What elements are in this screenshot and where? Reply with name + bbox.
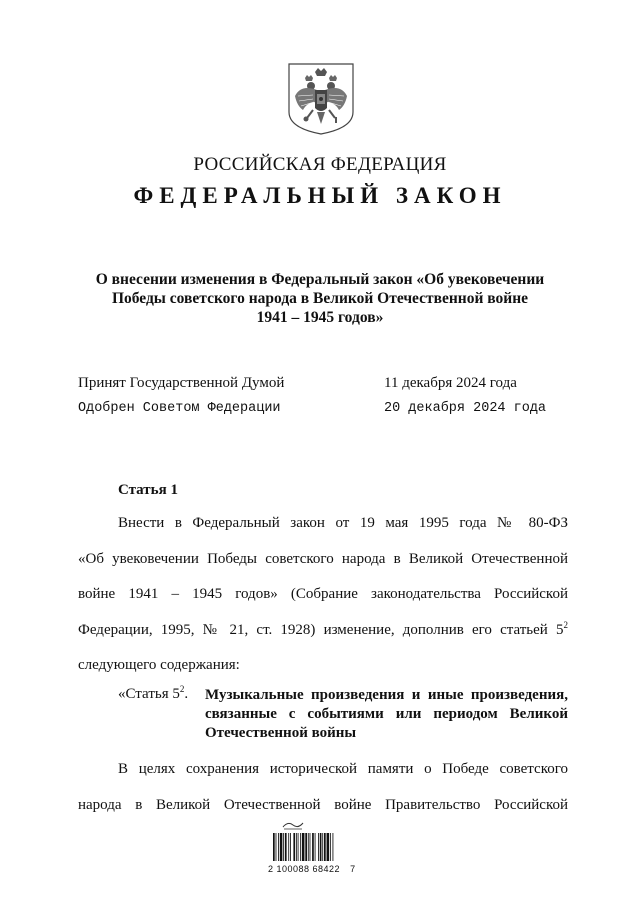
barcode-bar	[333, 833, 334, 861]
article-paragraph	[78, 752, 568, 823]
new-article-title	[205, 686, 568, 743]
paragraph-line: «Об увековечении Победы советского народа в Великой Отечественной	[78, 550, 568, 567]
barcode-bar	[300, 833, 301, 861]
article-paragraph	[78, 506, 568, 684]
law-title-line: Победы советского народа в Великой Отечественной войне	[111, 290, 529, 307]
adoption-body: Одобрен Советом Федерации	[78, 401, 281, 416]
barcode-bar	[293, 833, 295, 861]
adoption-body: Принят Государственной Думой	[78, 375, 285, 391]
superscript: 2	[179, 684, 185, 694]
barcode-bar	[312, 833, 314, 861]
barcode-number: 2 100088 68422 7	[268, 864, 356, 874]
barcode-bar	[322, 833, 323, 861]
barcode-bar	[330, 833, 331, 861]
barcode-bar	[298, 833, 299, 861]
barcode-bar	[315, 833, 316, 861]
barcode-bar	[318, 833, 319, 861]
country-name: РОССИЙСКАЯ ФЕДЕРАЦИЯ	[193, 154, 447, 175]
barcode-bar	[320, 833, 322, 861]
barcode-bar	[290, 833, 291, 861]
paragraph-line-text: Федерации, 1995, № 21, ст. 1928) изменение, дополнив его статьей 5	[78, 621, 564, 638]
article-heading: Статья 1	[118, 482, 178, 498]
adoption-duma	[78, 375, 517, 392]
paragraph-line: Внести в Федеральный закон от 19 мая 1995 года № 80-ФЗ	[118, 515, 568, 531]
paragraph-line: народа в Великой Отечественной войне Правительство Российской	[78, 796, 568, 813]
law-title-line: 1941 – 1945 годов»	[256, 309, 384, 326]
barcode-bar	[327, 833, 330, 861]
barcode-bar	[324, 833, 326, 861]
barcode-bar	[273, 833, 275, 861]
paragraph-line: В целях сохранения исторической памяти о Победе советского	[118, 761, 568, 777]
barcode-bar	[283, 833, 284, 861]
new-article-title-line: Отечественной войны	[205, 725, 357, 741]
coat-of-arms-emblem	[287, 62, 355, 136]
adoption-date: 20 декабря 2024 года	[384, 401, 547, 416]
barcode-bar	[308, 833, 309, 861]
barcode-bar	[310, 833, 311, 861]
adoption-federation-council	[78, 401, 547, 416]
new-article-title-line: связанные с событиями или периодом Великой	[205, 706, 568, 722]
new-article-label: «Статья $5^2$.	[118, 684, 189, 702]
paragraph-line: войне 1941 – 1945 годов» (Собрание законодательства Российской	[78, 586, 568, 602]
barcode-bar	[288, 833, 289, 861]
barcode-bar	[302, 833, 305, 861]
barcode-bar	[285, 833, 287, 861]
paragraph-line: следующего содержания:	[78, 657, 240, 673]
barcode-bar	[280, 833, 283, 861]
new-article-title-line: Музыкальные произведения и иные произведения,	[205, 687, 568, 703]
barcode-icon	[272, 833, 360, 861]
barcode-bar	[296, 833, 297, 861]
law-title-line: О внесении изменения в Федеральный закон «Об увековечении	[95, 271, 545, 288]
superscript: 2	[563, 619, 568, 630]
barcode-bar	[278, 833, 279, 861]
barcode-bar	[276, 833, 277, 861]
double-headed-eagle-icon	[287, 62, 355, 136]
registration-stamp-icon	[282, 820, 304, 830]
barcode-bar	[305, 833, 307, 861]
adoption-date: 11 декабря 2024 года	[384, 375, 517, 391]
law-title	[60, 270, 580, 327]
paragraph-line	[78, 613, 568, 649]
document-type: ФЕДЕРАЛЬНЫЙ ЗАКОН	[133, 183, 507, 208]
